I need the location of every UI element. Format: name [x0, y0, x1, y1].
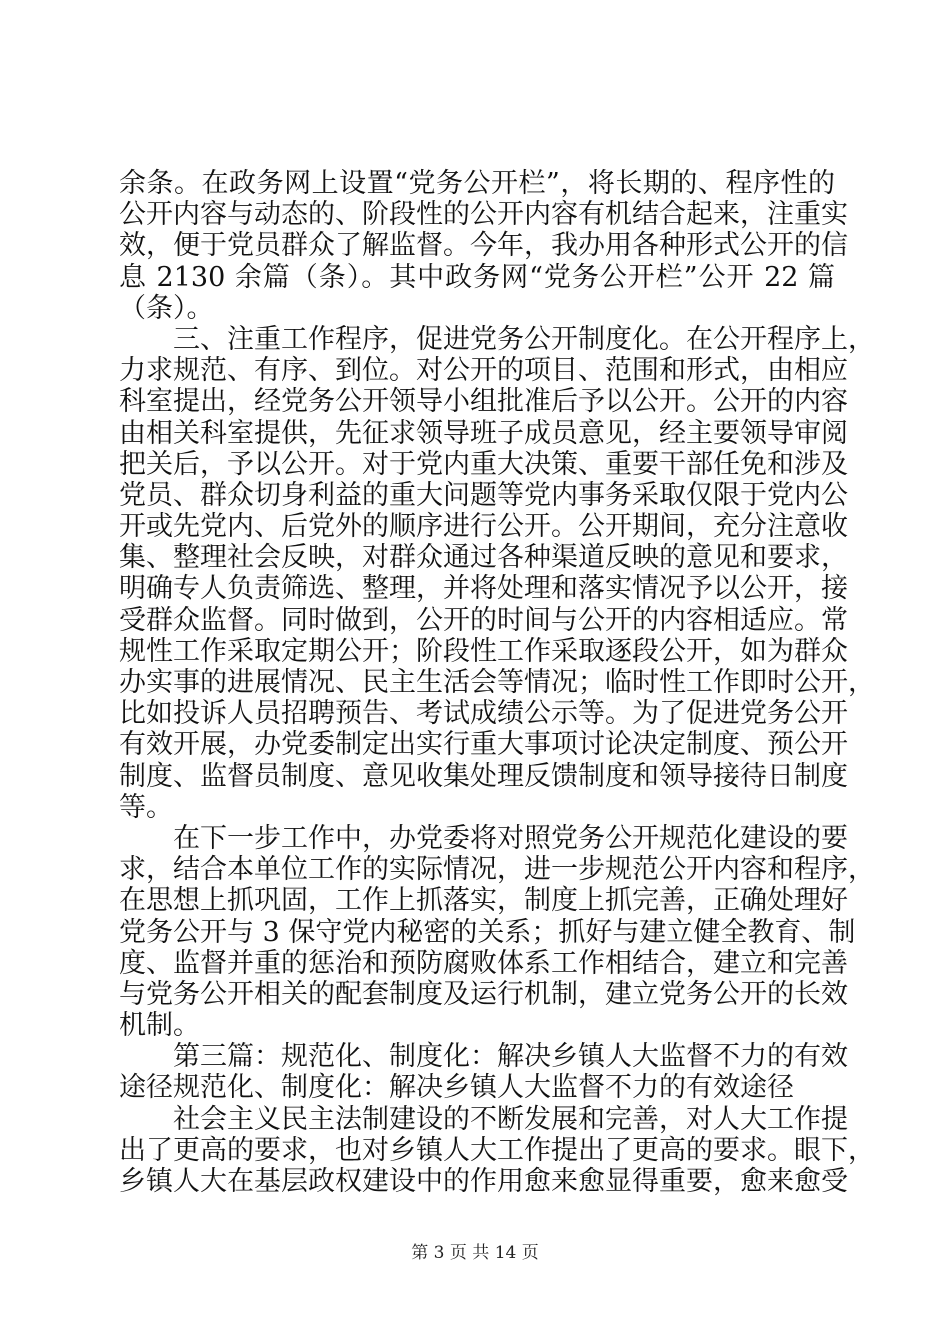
- text-line: 效，便于党员群众了解监督。今年，我办用各种形式公开的信: [119, 230, 848, 262]
- document-body: [119, 168, 875, 1197]
- text-line: 等。: [119, 791, 173, 823]
- text-line: （条）。: [119, 292, 214, 324]
- text-line: 余条。在政务网上设置“党务公开栏”，将长期的、程序性的: [119, 168, 835, 199]
- text-line: 党员、群众切身利益的重大问题等党内事务采取仅限于党内公: [119, 479, 848, 511]
- text-line: 科室提出，经党务公开领导小组批准后予以公开。公开的内容: [119, 386, 848, 418]
- text-line: 乡镇人大在基层政权建设中的作用愈来愈显得重要，愈来愈受: [119, 1166, 848, 1197]
- text-line: 有效开展，办党委制定出实行重大事项讨论决定制度、预公开: [119, 729, 848, 761]
- text-line: 集、整理社会反映，对群众通过各种渠道反映的意见和要求，: [119, 542, 848, 574]
- text-line: 开或先党内、后党外的顺序进行公开。公开期间，充分注意收: [119, 511, 848, 543]
- text-line: 比如投诉人员招聘预告、考试成绩公示等。为了促进党务公开: [119, 698, 848, 730]
- text-line: 受群众监督。同时做到，公开的时间与公开的内容相适应。常: [119, 604, 848, 636]
- text-line: 规性工作采取定期公开；阶段性工作采取逐段公开，如为群众: [119, 635, 848, 667]
- text-line: 力求规范、有序、到位。对公开的项目、范围和形式，由相应: [119, 355, 848, 387]
- paragraph-first-line: 在下一步工作中，办党委将对照党务公开规范化建设的要: [173, 822, 848, 854]
- text-line: 由相关科室提供，先征求领导班子成员意见，经主要领导审阅: [119, 417, 848, 449]
- text-line: 公开内容与动态的、阶段性的公开内容有机结合起来，注重实: [119, 199, 848, 231]
- text-line: 度、监督并重的惩治和预防腐败体系工作相结合，建立和完善: [119, 947, 848, 979]
- text-line: 制度、监督员制度、意见收集处理反馈制度和领导接待日制度: [119, 760, 848, 792]
- section-heading-line: 第三篇：规范化、制度化：解决乡镇人大监督不力的有效: [173, 1041, 848, 1073]
- page-number-footer: 第 3 页 共 14 页: [411, 1243, 539, 1263]
- text-line: 党务公开与 3 保守党内秘密的关系；抓好与建立健全教育、制: [119, 916, 856, 948]
- text-line: 出了更高的要求，也对乡镇人大工作提出了更高的要求。眼下，: [119, 1134, 875, 1166]
- text-line: 明确专人负责筛选、整理，并将处理和落实情况予以公开，接: [119, 573, 848, 605]
- text-line: 求，结合本单位工作的实际情况，进一步规范公开内容和程序，: [119, 854, 875, 886]
- text-line: 把关后，予以公开。对于党内重大决策、重要干部任免和涉及: [119, 448, 848, 480]
- section-heading-line: 途径规范化、制度化：解决乡镇人大监督不力的有效途径: [119, 1072, 794, 1104]
- text-line: 与党务公开相关的配套制度及运行机制，建立党务公开的长效: [119, 978, 848, 1010]
- paragraph-first-line: 社会主义民主法制建设的不断发展和完善，对人大工作提: [173, 1103, 848, 1135]
- text-line: 机制。: [119, 1010, 200, 1042]
- text-line: 息 2130 余篇（条）。其中政务网“党务公开栏”公开 22 篇: [119, 261, 835, 293]
- text-line: 办实事的进展情况、民主生活会等情况；临时性工作即时公开，: [119, 667, 875, 698]
- text-line: 在思想上抓巩固，工作上抓落实，制度上抓完善，正确处理好: [119, 885, 848, 917]
- paragraph-first-line: 三、注重工作程序，促进党务公开制度化。在公开程序上，: [173, 323, 875, 355]
